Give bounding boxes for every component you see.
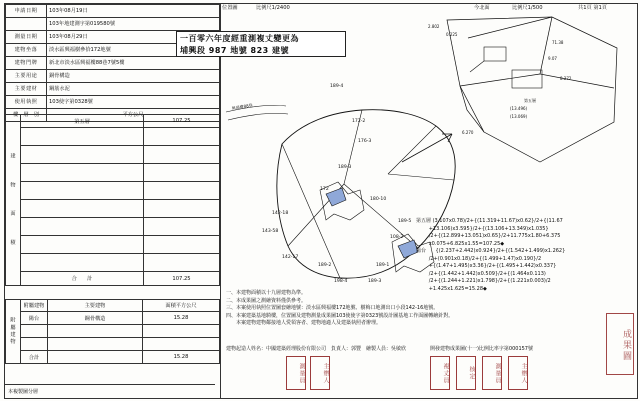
area-header-left: 樓 層 別 [6, 109, 47, 122]
svg-text:189-2: 189-2 [318, 263, 332, 268]
sub-c2 [48, 338, 143, 351]
calc-line: 第五層 (3.107x0.78)/2+{(11.319+11.67)x0.62}/2+{(11.67 [416, 218, 563, 224]
area-calculation [416, 218, 565, 293]
signature-line-left: 建物起造人姓名：中國建築經理股份有限公司 負責人：郭豐 繪製人員：吳敏欣 [226, 346, 407, 352]
svg-text:0.225: 0.225 [446, 32, 458, 37]
row-value: 103年08月29日 [47, 31, 220, 44]
table-row [6, 83, 220, 96]
footnote-item: 本案建物建物鄰接地人愛領客者、建物地適人及建築執照者辦理。 [226, 320, 382, 326]
floor-col-label: 建 物 面 積 [6, 115, 21, 286]
floor-total-row [6, 272, 220, 286]
row-value: 103年地建測字第019580號 [47, 18, 220, 31]
row-label: 使用執照 [6, 96, 47, 109]
floor-value [144, 164, 220, 182]
sub-c3 [143, 325, 220, 338]
svg-text:9.07: 9.07 [548, 56, 557, 61]
sub-header-c2: 主要建物 [48, 300, 143, 312]
title-box [176, 31, 346, 57]
east-scale: 比例尺1/500 [512, 5, 543, 11]
svg-text:108-2: 108-2 [390, 235, 404, 240]
sub-total-row [6, 351, 220, 364]
svg-text:第五層: 第五層 [524, 98, 536, 103]
floor-area-block [5, 114, 220, 286]
svg-text:興福樓88巷: 興福樓88巷 [231, 102, 253, 111]
floor-value [144, 200, 220, 218]
attach-col-label: 附屬建物 [6, 300, 21, 364]
floor-name [21, 236, 144, 254]
svg-text:180-10: 180-10 [370, 197, 387, 202]
row-label: 建物門牌 [6, 57, 47, 70]
floor-row [6, 146, 220, 164]
sub-header-c1: 附屬建物 [21, 300, 48, 312]
row-value: 鋼筋水泥 [47, 83, 220, 96]
sub-header-c3: 面積平方公尺 [143, 300, 220, 312]
sub-c2 [48, 351, 143, 364]
floor-value [144, 128, 220, 146]
floor-row [6, 254, 220, 272]
calc-line: x0.075+6.825x1.55=107.25◆ [416, 240, 505, 247]
footnote-item: 二、本成果圖之測繪資料僅供參考。 [226, 297, 307, 304]
floor-row [6, 115, 220, 128]
svg-text:176-3: 176-3 [358, 139, 372, 144]
calc-line: +13.106)x3.595}/2+{(13.106+13.349)x1.035} [416, 225, 549, 232]
title-line-2: 埔興段 987 地號 823 建號 [180, 46, 290, 55]
sub-c1 [21, 338, 48, 351]
row-value: 103使字第0328號 [47, 96, 220, 109]
floor-row [6, 182, 220, 200]
floor-name [21, 254, 144, 272]
svg-text:189-5: 189-5 [398, 219, 412, 224]
sub-c1: 合計 [21, 351, 48, 364]
sub-c2: 鋼骨構造 [48, 312, 143, 325]
bottom-divider [5, 384, 215, 385]
calc-line: +1.425x1.625=15.28◆ [416, 285, 487, 292]
floor-value: 107.25 [144, 115, 220, 128]
floor-name [21, 218, 144, 236]
calc-line: 陽台 {(2.237+2.442)x0.924}/2+{(1.542+1.499)x1.262} [416, 248, 566, 254]
svg-text:189-4: 189-4 [330, 84, 344, 89]
calc-line: /2+(0.901x0.18)/2+{(1.499+1.47)x0.190}/2 [416, 255, 542, 262]
sub-c3: 15.28 [143, 312, 220, 325]
sub-c1 [21, 325, 48, 338]
table-row [6, 18, 220, 31]
sub-c1: 陽台 [21, 312, 48, 325]
svg-text:(13.496): (13.496) [510, 106, 528, 111]
sub-row [6, 312, 220, 325]
row-value: 淡水區興福樹參拾172地號 [47, 44, 220, 57]
table-row [6, 5, 220, 18]
row-label: 主要建材 [6, 83, 47, 96]
svg-text:142-18: 142-18 [272, 211, 289, 216]
stamp-surveyor: 測量員 [286, 356, 306, 390]
floor-value [144, 182, 220, 200]
svg-text:189-1: 189-1 [376, 263, 390, 268]
row-value: 新北市淡水區興福樓88巷7號5樓 [47, 57, 220, 70]
svg-text:172: 172 [320, 187, 329, 192]
svg-text:71.38: 71.38 [552, 40, 564, 45]
info-table [5, 4, 220, 122]
svg-text:189-3: 189-3 [338, 165, 352, 170]
svg-text:189-3: 189-3 [368, 279, 382, 284]
floor-name [21, 164, 144, 182]
svg-text:(13.069): (13.069) [510, 114, 528, 119]
table-row [6, 70, 220, 83]
calc-line: /2+{(12.899+13.051)x0.65}/2+11.775x1.80+6.375 [416, 233, 561, 239]
east-label: 今北面 [474, 5, 490, 11]
floor-name [21, 146, 144, 164]
floor-value [144, 218, 220, 236]
svg-text:6.270: 6.270 [462, 130, 474, 135]
stamp-extra-2: 主辦人 [508, 356, 528, 390]
floor-row [6, 164, 220, 182]
calc-line: /2+{(1.244+1.221)x1.798}/2+{(1.221x0.003)/2 [416, 278, 551, 284]
svg-text:143-58: 143-58 [262, 229, 279, 234]
signature-line-right: 開發建物成果圖(十一)比例比率字第000157號 [430, 346, 533, 352]
sub-c3 [143, 338, 220, 351]
floor-total-label: 合 計 [21, 272, 144, 286]
floor-value [144, 146, 220, 164]
row-label: 申請日期 [6, 5, 47, 18]
sub-row [6, 325, 220, 338]
stamp-officer: 主辦人 [310, 356, 330, 390]
row-label [6, 18, 47, 31]
floor-name [21, 182, 144, 200]
footnote-item: 三、本案使用執照位置圖套繪地號：淡水區興福樓172地號、樹梅口地測出口小段142-16地號。 [226, 305, 439, 311]
area-header-right: 平方公尺 [47, 109, 220, 122]
floor-name [21, 128, 144, 146]
sub-row [6, 338, 220, 351]
floor-name: 第五層 [21, 115, 144, 128]
sub-header-row [6, 300, 220, 312]
footnote-item: 一、本建物面積以十九層建物為準。 [226, 290, 307, 296]
vertical-divider [220, 3, 221, 398]
floor-name [21, 200, 144, 218]
floor-row [6, 218, 220, 236]
floor-row [6, 236, 220, 254]
floor-row [6, 200, 220, 218]
svg-text:198-4: 198-4 [334, 279, 348, 284]
row-value: 銅骨構造 [47, 70, 220, 83]
stamp-checker: 複丈員 [430, 356, 450, 390]
floor-value [144, 236, 220, 254]
footnote-item: 四、本案建築基地騎樓，位置圖及建物測量成果圖103使使字第0323號設計圖基地工作面圖轉繪針對。 [226, 312, 454, 319]
scale-value: 比例尺1/2400 [256, 5, 290, 11]
floor-row [6, 128, 220, 146]
floor-total-value: 107.25 [144, 272, 220, 286]
bottom-left-note: 本複製圖分層 [8, 389, 39, 395]
sub-c2 [48, 325, 143, 338]
page-indicator: 共1頁 第1頁 [578, 5, 607, 11]
row-label: 主要用途 [6, 70, 47, 83]
attached-building-block [5, 299, 220, 364]
table-row [6, 96, 220, 109]
row-label: 測量日期 [6, 31, 47, 44]
scale-label: 位置圖 [222, 5, 238, 11]
sub-c3: 15.28 [143, 351, 220, 364]
table-row [6, 57, 220, 70]
floor-value [144, 254, 220, 272]
svg-text:2.802: 2.802 [428, 24, 440, 29]
calc-line: +{(1.47+1.495)x3.36}/2+{(1.495+1.442)x0.337} [416, 263, 557, 269]
calc-line: /2+{(1.442+1.442)x0.509}/2+{(1.464x0.113) [416, 270, 546, 277]
svg-text:8.272: 8.272 [560, 76, 572, 81]
stamp-approval: 核定 [456, 356, 476, 390]
footnotes [226, 290, 453, 328]
row-label: 建物坐落 [6, 44, 47, 57]
svg-text:172-2: 172-2 [352, 119, 366, 124]
svg-text:142-17: 142-17 [282, 255, 299, 260]
stamp-extra: 測量員 [482, 356, 502, 390]
row-value: 103年08月19日 [47, 5, 220, 18]
title-line-1: 一百零六年度經重測複丈變更為 [180, 34, 299, 43]
stamp-result-map: 成果圖 [606, 313, 634, 375]
